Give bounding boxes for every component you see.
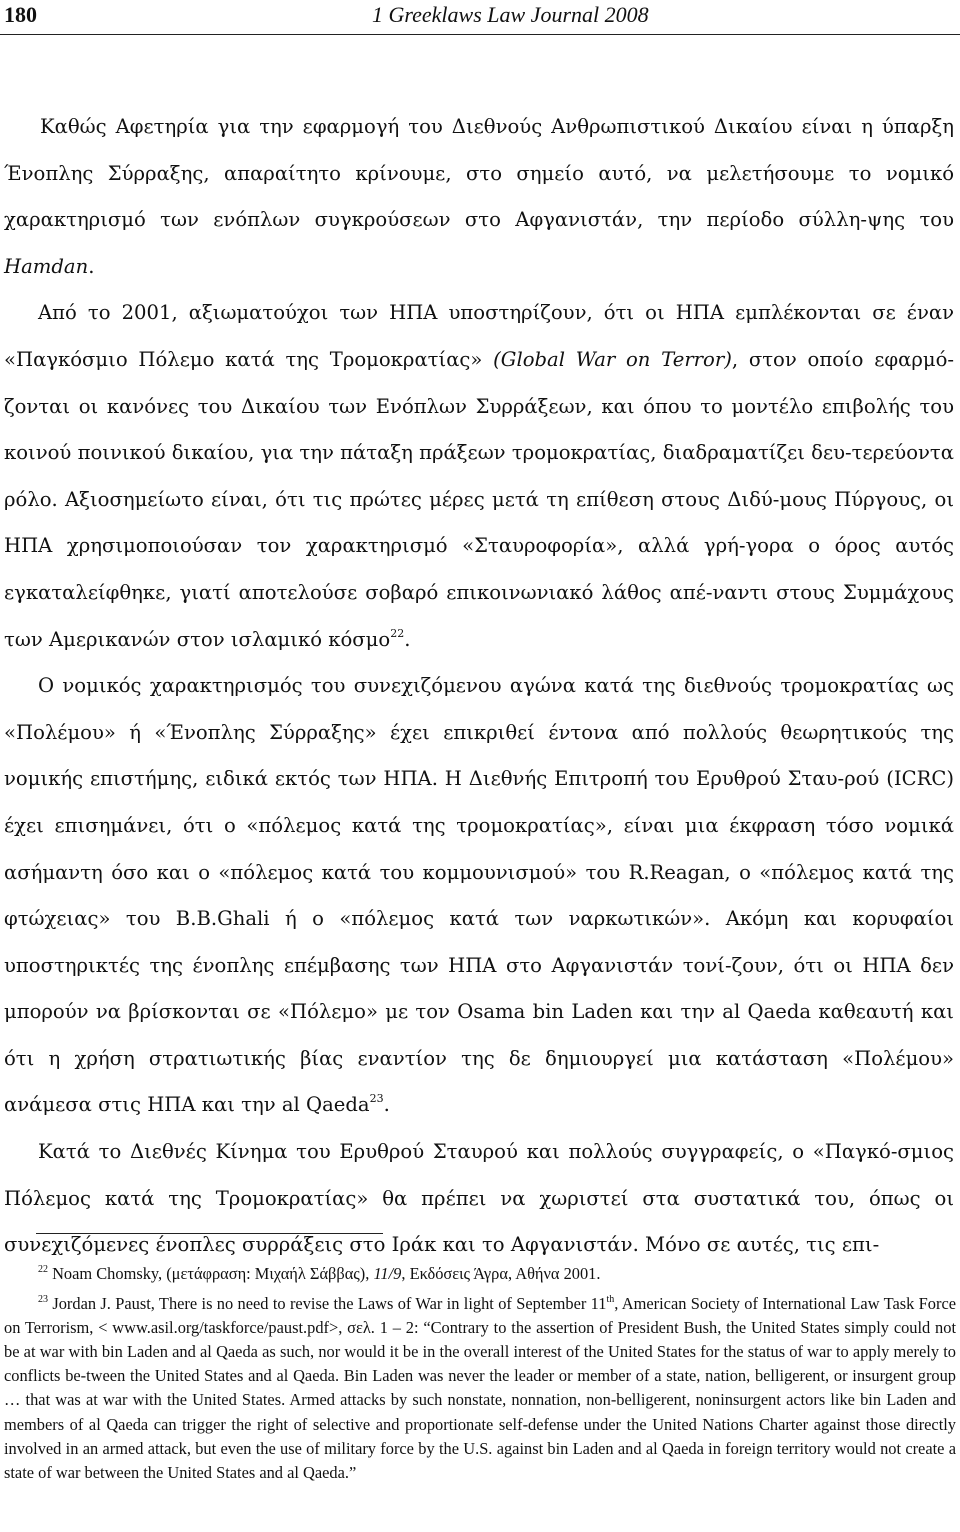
paragraph-2-text: Από το 2001, αξιωματούχοι των ΗΠΑ υποστηρίζουν, ότι οι ΗΠΑ εμπλέκονται σε έναν «Παγκόσμιο Πόλεμο κατά της Τρομοκρατίας»: [4, 301, 954, 371]
global-war-on-terror-term: (Global War on Terror): [493, 347, 732, 371]
footnote-22-publisher: , Εκδόσεις Άγρα, Αθήνα 2001.: [401, 1264, 601, 1283]
footnote-23-quote: , American Society of International Law Task Force on Terrorism, < www.asil.org/taskforce/paust.pdf>, σελ. 1 – 2: “Contrary to the assertion of President Bush, the United States simply could not be at war with bin Laden and al Qaeda as such, nor would it be in the overall interest of the United States for the status of war to apply merely to conflicts be-tween the United States and al Qaeda. Bin Laden was never the leader or member of a state, nation, belligerent, or insurgent group … that was at war with the United States. Armed attacks by such nonstate, nonnation, non-belligerent, noninsurgent actors like bin Laden and members of al Qaeda can trigger the right of selective and proportionate self-defense under the United Nations Charter against those directly involved in an armed attack, but even the use of military force by the U.S. against bin Laden and al Qaeda in foreign territory would not create a state of war between the United States and al Qaeda.”: [4, 1294, 957, 1482]
page-header: [0, 0, 960, 35]
footnote-22-text: Noam Chomsky, (μετάφραση: Μιχαήλ Σάββας),: [48, 1264, 374, 1283]
paragraph-1-text: Καθώς Αφετηρία για την εφαρμογή του Διεθνούς Ανθρωπιστικού Δικαίου είναι η ύπαρξη Ένοπλης Σύρραξης, απαραίτητο κρίνουμε, στο σημείο αυτό, να μελετήσουμε το νομικό χαρακτηρισμό των ενόπλων συγκρούσεων στο Αφγανιστάν, την περίοδο σύλλη-ψης του: [4, 115, 954, 232]
footnote-22-book-title: 11/9: [373, 1264, 402, 1283]
hamdan-name: Hamdan: [4, 254, 89, 278]
page-number: 180: [4, 2, 37, 27]
paragraph-4-text: Κατά το Διεθνές Κίνημα του Ερυθρού Σταυρού και πολλούς συγγραφείς, ο «Παγκό-σμιος Πόλεμος κατά της Τρομοκρατίας» θα πρέπει να χωριστεί στα συστατικά του, όπως οι συνεχιζόμενες ένοπλες συρράξεις στο Ιράκ και το Αφγανιστάν. Μόνο σε αυτές, τις επι-: [4, 1140, 954, 1257]
paragraph-3: [4, 663, 954, 1129]
paragraph-2-end: .: [404, 627, 411, 651]
footnote-22: [4, 1262, 956, 1286]
paragraph-3-end: .: [383, 1093, 390, 1117]
footnote-22-number: 22: [38, 1264, 48, 1275]
footnote-23-ordinal: th: [606, 1294, 615, 1306]
paragraph-2-text-continued: , στον οποίο εφαρμό-ζονται οι κανόνες του Δικαίου των Ενόπλων Συρράξεων, και όπου το μοντέλο επιβολής του κοινού ποινικού δικαίου, για την πάταξη πράξεων τρομοκρατίας, διαδραματίζει δευ-τερεύοντα ρόλο. Αξιοσημείωτο είναι, ότι τις πρώτες μέρες μετά τη επίθεση στους Διδύ-μους Πύργους, οι ΗΠΑ χρησιμοποιούσαν τον χαρακτηρισμό «Σταυροφορία», αλλά γρή-γορα ο όρος αυτός εγκαταλείφθηκε, γιατί αποτελούσε σοβαρό επικοινωνιακό λάθος απέ-ναντι στους Συμμάχους των Αμερικανών στον ισλαμικό κόσμο: [4, 347, 955, 651]
paragraph-4: [4, 1129, 954, 1269]
journal-title: 1 Greeklaws Law Journal 2008: [372, 2, 649, 27]
footnote-23: [4, 1292, 956, 1485]
paragraph-2: [4, 290, 954, 663]
footnote-ref-22[interactable]: 22: [390, 626, 405, 640]
footnote-ref-23[interactable]: 23: [369, 1092, 384, 1106]
body-text: [4, 104, 954, 1269]
paragraph-3-text: Ο νομικός χαρακτηρισμός του συνεχιζόμενου αγώνα κατά της διεθνούς τρομοκρατίας ως «Πολέμου» ή «Ένοπλης Σύρραξης» έχει επικριθεί έντονα από πολλούς θεωρητικούς της νομικής επιστήμης, ειδικά εκτός των ΗΠΑ. Η Διεθνής Επιτροπή του Ερυθρού Σταυ-ρού (ICRC) έχει επισημάνει, ότι ο «πόλεμος κατά της τρομοκρατίας», είναι μια έκφραση τόσο νομικά ασήμαντη όσο και ο «πόλεμος κατά του κομμουνισμού» του R.Reagan, ο «πόλεμος κατά της φτώχειας» του B.B.Ghali ή ο «πόλεμος κατά των ναρκωτικών». Ακόμη και κορυφαίοι υποστηρικτές της ένοπλης επέμβασης των ΗΠΑ στο Αφγανιστάν τονί-ζουν, ότι οι ΗΠΑ δεν μπορούν να βρίσκονται σε «Πόλεμο» με τον Osama bin Laden και την al Qaeda καθεαυτή και ότι η χρήση στρατιωτικής βίας εναντίον της δε δημιουργεί μια κατάσταση «Πολέμου» ανάμεσα στις ΗΠΑ και την al Qaeda: [4, 674, 954, 1117]
footnote-23-number: 23: [38, 1294, 48, 1306]
footnote-divider: [36, 1233, 383, 1234]
footnote-23-text: Jordan J. Paust, There is no need to revise the Laws of War in light of September 11: [48, 1294, 607, 1314]
footnotes: [4, 1262, 956, 1485]
paragraph-1: [4, 104, 954, 290]
paragraph-1-end: .: [88, 254, 95, 278]
